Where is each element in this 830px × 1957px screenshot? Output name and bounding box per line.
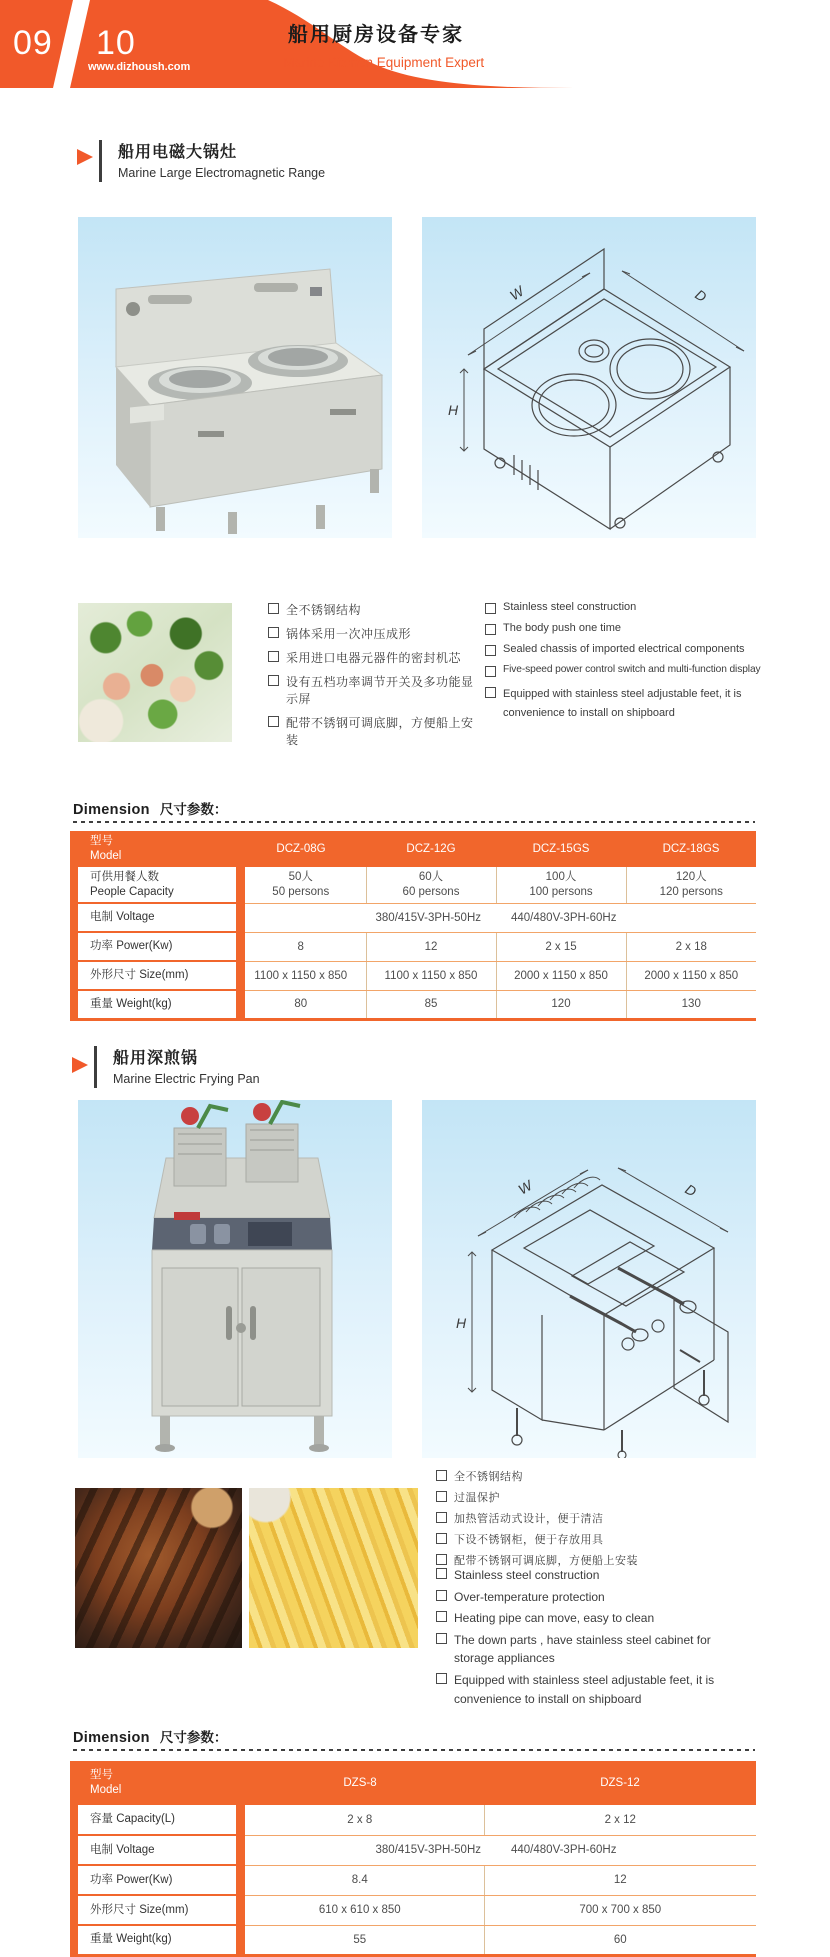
checkbox-icon [436,1512,447,1523]
dimension-heading-en: Dimension [73,1730,150,1746]
food-photo-stirfry [78,603,232,742]
row-label [70,1895,236,1925]
row-label-en: Size(mm) [139,969,189,982]
row-label-cn: 功率 [90,940,113,953]
spec-table-1 [70,831,756,1018]
cell: 2 x 12 [484,1805,756,1835]
feature-item [436,1468,736,1484]
section-title-bar [99,140,102,182]
section2-features-en [436,1566,746,1711]
cell-en: 60 persons [402,885,460,898]
row-label-cn: 功率 [90,1873,113,1886]
cell: 1100 x 1150 x 850 [236,961,366,990]
cell-en: 100 persons [529,885,593,898]
cell: 700 x 700 x 850 [484,1895,756,1925]
feature-text: 锅体采用一次冲压成形 [286,627,412,641]
feature-text: Equipped with stainless steel adjustable feet, it is convenience to install on shipboard [503,688,742,719]
checkbox-icon [436,1568,447,1579]
voltage-value: 440/480V-3PH-60Hz [511,911,617,924]
feature-text: 全不锈钢结构 [454,1471,523,1483]
model-name: DCZ-12G [366,831,496,867]
cell: 12 [366,932,496,961]
row-label-cn: 外形尺寸 [90,969,136,982]
row-label-en: Voltage [116,911,155,924]
row-label-cn: 重量 [90,1933,113,1946]
range-line-drawing [422,217,756,538]
cell [626,867,756,903]
row-label-en: Capacity(L) [116,1813,176,1826]
voltage-value: 380/415V-3PH-50Hz [375,1844,481,1856]
table-left-stripe [70,831,78,1018]
cell: 130 [626,990,756,1019]
dimension-label-d2: D [682,1180,700,1200]
dimension-heading-1 [73,798,227,819]
dimension-label-h1: H [448,402,459,418]
fryer-photo-sketch [78,1100,392,1458]
feature-text: 设有五档功率调节开关及多功能显示屏 [286,675,474,706]
product-drawing-frying-pan [422,1100,756,1458]
feature-item [436,1631,746,1668]
row-label-cn: 可供用餐人数 [90,870,159,883]
feature-item [268,625,483,642]
cell: 60 [484,1925,756,1955]
row-label [70,1925,236,1955]
range-photo-sketch [78,217,392,538]
cell: 2 x 18 [626,932,756,961]
row-label [70,867,236,903]
dashed-divider [73,821,755,823]
feature-item [268,673,483,707]
model-name: DZS-8 [236,1761,484,1805]
page-title-en: Marine Kitchen Equipment Expert [283,55,485,70]
product-drawing-electromagnetic-range [422,217,756,538]
feature-item [268,714,483,748]
row-label [70,903,236,932]
feature-item [268,601,483,618]
table-left-stripe [70,1761,78,1955]
cell: 2 x 15 [496,932,626,961]
feature-text: Equipped with stainless steel adjustable feet, it is convenience to install on shipboard [454,1672,715,1706]
cell: 2000 x 1150 x 850 [496,961,626,990]
section2-title-cn: 船用深煎锅 [113,1050,199,1067]
table-mid-stripe [236,1761,245,1955]
voltage-value: 440/480V-3PH-60Hz [511,1844,617,1856]
dashed-divider [73,1749,755,1751]
cell: 8.4 [236,1865,484,1895]
feature-item [485,664,763,677]
feature-item [436,1609,746,1628]
row-label-en: Weight(kg) [116,1933,172,1946]
voltage-value: 380/415V-3PH-50Hz [375,911,481,924]
cell-cn: 50人 [288,870,313,883]
model-name: DZS-12 [484,1761,756,1805]
feature-text: 配带不锈钢可调底脚，方便船上安装 [286,716,474,747]
dimension-heading-en: Dimension [73,802,150,818]
row-label [70,1805,236,1835]
voltage-cell [236,1835,756,1865]
checkbox-icon [268,603,279,614]
feature-text: 过温保护 [454,1492,500,1504]
cell-en: 120 persons [659,885,723,898]
page-title-cn: 船用厨房设备专家 [288,24,464,46]
cell-cn: 60人 [418,870,444,883]
feature-text: 采用进口电器元器件的密封机芯 [286,651,462,665]
feature-text: 加热管活动式设计，便于清洁 [454,1513,604,1525]
triangle-marker-icon [77,149,93,165]
feature-item [485,685,763,722]
checkbox-icon [436,1533,447,1544]
voltage-cell [236,903,756,932]
cell: 2 x 8 [236,1805,484,1835]
feature-item [436,1671,746,1708]
dimension-label-w2: W [515,1177,535,1198]
cell [366,867,496,903]
row-label-en: People Capacity [90,885,174,898]
dimension-heading-cn: 尺寸参数： [159,802,228,817]
triangle-marker-icon [72,1057,88,1073]
feature-item [436,1588,746,1607]
cell: 610 x 610 x 850 [236,1895,484,1925]
cell: 120 [496,990,626,1019]
checkbox-icon [485,624,496,635]
row-label-cn: 电制 [90,1843,113,1856]
checkbox-icon [268,675,279,686]
cell-cn: 100人 [545,870,577,883]
spec-table-2 [70,1761,756,1955]
row-label [70,990,236,1019]
product-photo-electromagnetic-range [78,217,392,538]
cell: 85 [366,990,496,1019]
model-name: DCZ-15GS [496,831,626,867]
checkbox-icon [436,1633,447,1644]
model-header [70,1761,236,1805]
section-title-bar [94,1046,97,1088]
page-number-right: 10 [96,24,136,62]
model-name: DCZ-08G [236,831,366,867]
checkbox-icon [268,627,279,638]
checkbox-icon [436,1470,447,1481]
cell [496,867,626,903]
section1-features-cn [268,601,483,755]
food-photo-fries [249,1488,418,1648]
feature-text: Over-temperature protection [454,1589,605,1604]
model-label-en: Model [90,850,122,862]
feature-text: 下设不锈钢柜，便于存放用具 [454,1534,604,1546]
dimension-heading-2 [73,1726,227,1747]
feature-item [268,649,483,666]
cell-en: 50 persons [272,885,330,898]
cell: 8 [236,932,366,961]
spec-table-1-grid [70,831,756,1021]
feature-text: 全不锈钢结构 [286,603,362,617]
checkbox-icon [436,1554,447,1565]
feature-item [436,1566,746,1585]
section2-features-cn [436,1468,736,1573]
feature-text: Stainless steel construction [454,1568,600,1582]
row-label-cn: 电制 [90,911,113,924]
section1-features-en [485,601,763,730]
dimension-label-h2: H [456,1315,467,1331]
feature-text: 配带不锈钢可调底脚，方便船上安装 [454,1555,638,1567]
checkbox-icon [436,1590,447,1601]
cell: 2000 x 1150 x 850 [626,961,756,990]
checkbox-icon [485,687,496,698]
page-number-left: 09 [13,24,53,62]
cell: 55 [236,1925,484,1955]
product-photo-frying-pan [78,1100,392,1458]
feature-item [485,601,763,614]
section2-title-en: Marine Electric Frying Pan [113,1072,260,1086]
feature-text: The down parts , have stainless steel cabinet for storage appliances [454,1632,711,1666]
feature-item [436,1510,736,1526]
dimension-label-d1: D [692,286,710,306]
row-label-en: Voltage [116,1843,155,1856]
feature-text: Five-speed power control switch and multi-function display [503,664,761,675]
row-label-en: Weight(kg) [116,997,172,1010]
model-header [70,831,236,867]
feature-text: Sealed chassis of imported electrical components [503,643,745,655]
feature-text: Stainless steel construction [503,601,637,613]
table-mid-stripe [236,831,245,1018]
cell: 80 [236,990,366,1019]
cell-cn: 120人 [675,870,707,883]
row-label-en: Size(mm) [139,1903,189,1916]
row-label-en: Power(Kw) [116,1873,173,1886]
checkbox-icon [436,1673,447,1684]
checkbox-icon [268,716,279,727]
feature-item [436,1489,736,1505]
row-label [70,1865,236,1895]
section1-title-cn: 船用电磁大锅灶 [118,144,238,161]
row-label-cn: 外形尺寸 [90,1903,136,1916]
row-label [70,961,236,990]
cell: 12 [484,1865,756,1895]
section1-title-en: Marine Large Electromagnetic Range [118,166,326,180]
model-label-en: Model [90,1784,122,1796]
checkbox-icon [268,651,279,662]
checkbox-icon [485,645,496,656]
fryer-line-drawing [422,1100,756,1458]
cell: 1100 x 1150 x 850 [366,961,496,990]
model-label-cn: 型号 [90,1769,113,1782]
feature-item [485,643,763,656]
dimension-label-w1: W [506,282,527,304]
feature-text: Heating pipe can move, easy to clean [454,1611,655,1626]
row-label [70,932,236,961]
checkbox-icon [485,603,496,614]
cell [236,867,366,903]
row-label-cn: 重量 [90,997,113,1010]
model-name: DCZ-18GS [626,831,756,867]
checkbox-icon [436,1491,447,1502]
model-label-cn: 型号 [90,835,113,848]
checkbox-icon [436,1611,447,1622]
feature-item [436,1531,736,1547]
food-photo-ribs [75,1488,242,1648]
feature-text: The body push one time [503,622,622,634]
spec-table-2-grid [70,1761,756,1957]
dimension-heading-cn: 尺寸参数： [159,1730,228,1745]
feature-item [485,622,763,635]
row-label-en: Power(Kw) [116,940,173,953]
website-text: www.dizhoush.com [88,61,191,73]
checkbox-icon [485,666,496,677]
row-label-cn: 容量 [90,1813,113,1826]
row-label [70,1835,236,1865]
